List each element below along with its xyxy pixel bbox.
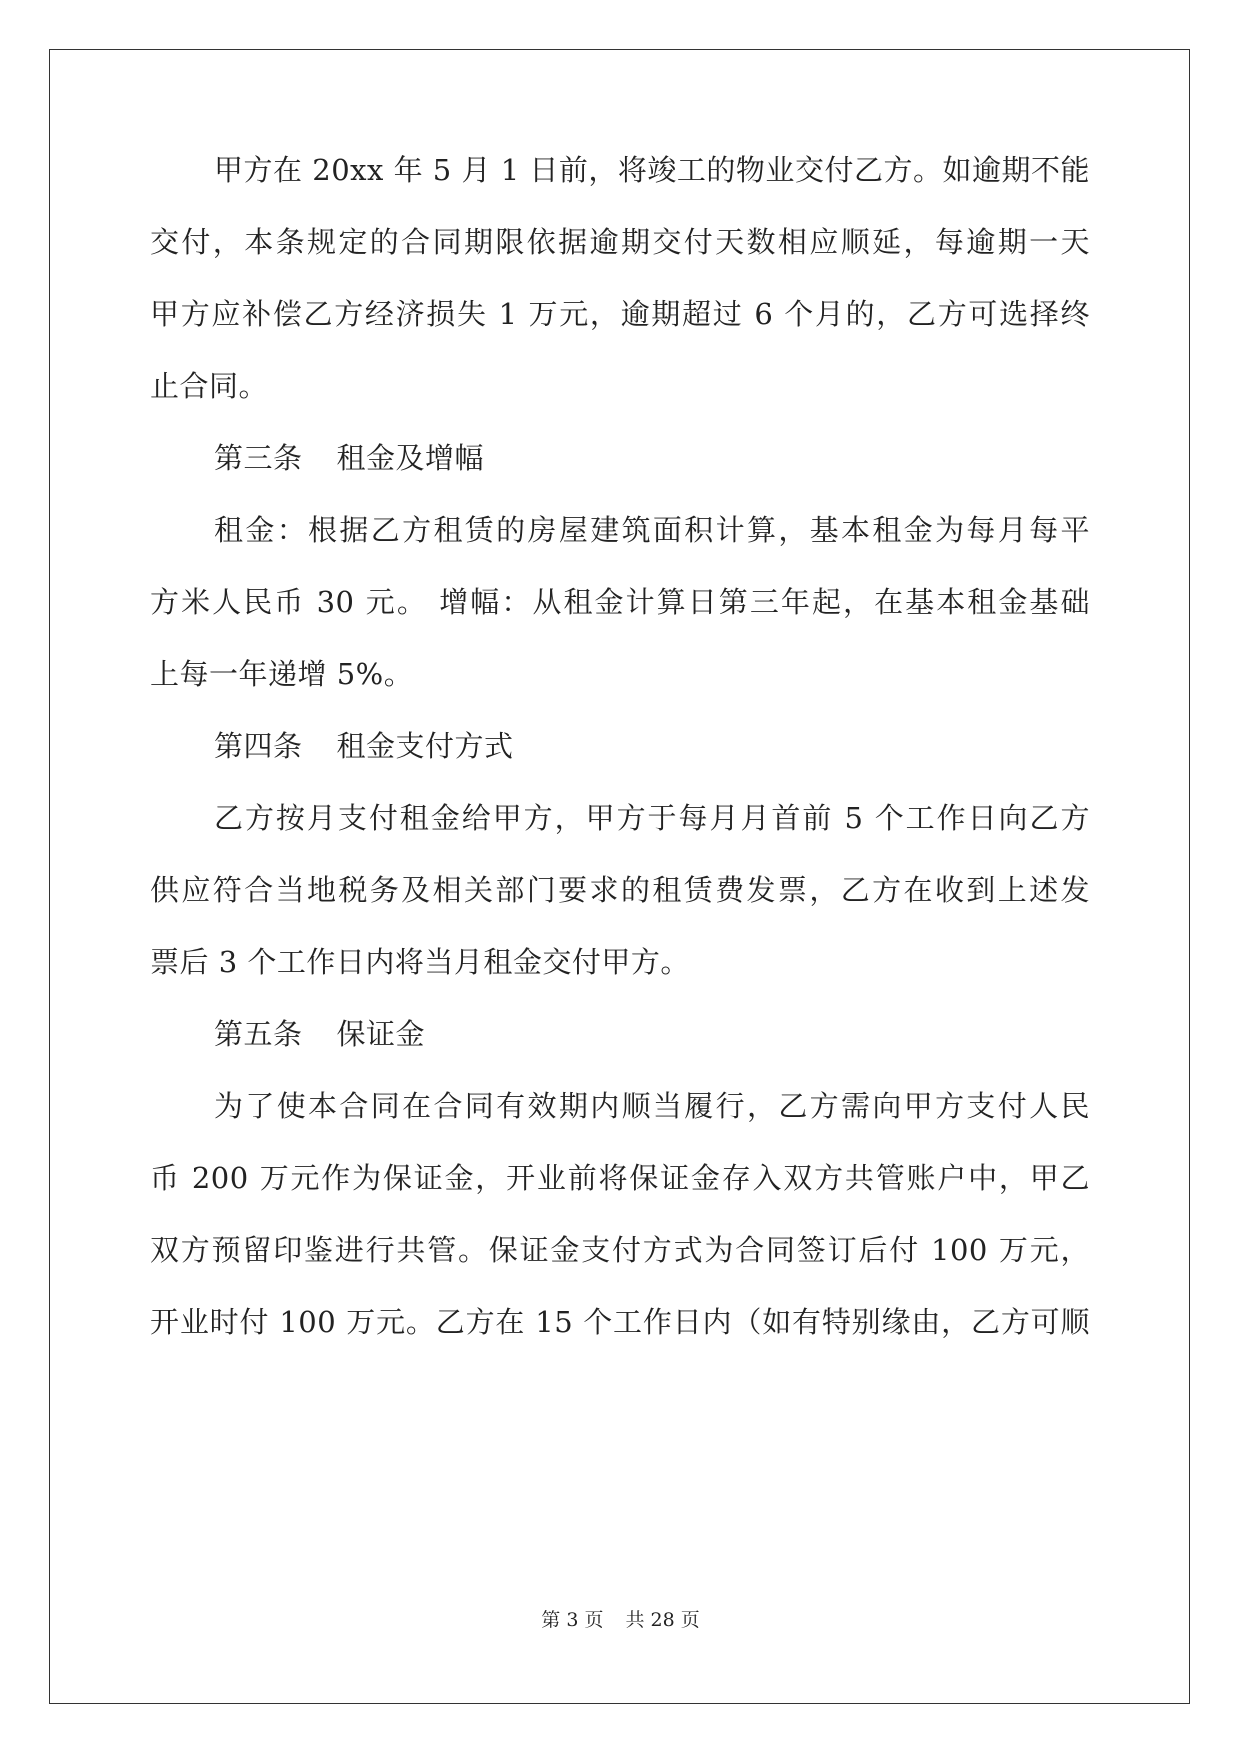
paragraph-line: 币 200 万元作为保证金，开业前将保证金存入双方共管账户中，甲乙 bbox=[150, 1161, 1090, 1195]
section-heading-5 bbox=[214, 1014, 1090, 1054]
section-number: 第四条 bbox=[214, 729, 303, 763]
section-title: 租金及增幅 bbox=[336, 441, 485, 475]
page-footer bbox=[0, 1608, 1241, 1632]
paragraph-line: 乙方按月支付租金给甲方，甲方于每月月首前 5 个工作日向乙方 bbox=[214, 801, 1090, 835]
paragraph-line: 止合同。 bbox=[150, 369, 269, 403]
paragraph-line: 上每一年递增 5%。 bbox=[150, 657, 414, 691]
paragraph-line: 甲方应补偿乙方经济损失 1 万元，逾期超过 6 个月的，乙方可选择终 bbox=[150, 297, 1090, 331]
paragraph-line: 开业时付 100 万元。乙方在 15 个工作日内（如有特别缘由，乙方可顺 bbox=[150, 1305, 1090, 1339]
page-total: 共 28 页 bbox=[625, 1609, 700, 1631]
paragraph-line: 双方预留印鉴进行共管。保证金支付方式为合同签订后付 100 万元， bbox=[150, 1233, 1090, 1267]
paragraph-line: 为了使本合同在合同有效期内顺当履行，乙方需向甲方支付人民 bbox=[214, 1089, 1090, 1123]
page-number: 第 3 页 bbox=[541, 1609, 604, 1631]
paragraph-line: 方米人民币 30 元。 增幅：从租金计算日第三年起，在基本租金基础 bbox=[150, 585, 1090, 619]
section-title: 租金支付方式 bbox=[336, 729, 514, 763]
paragraph-line: 甲方在 20xx 年 5 月 1 日前，将竣工的物业交付乙方。如逾期不能 bbox=[214, 153, 1090, 187]
paragraph-line: 票后 3 个工作日内将当月租金交付甲方。 bbox=[150, 945, 690, 979]
section-title: 保证金 bbox=[336, 1017, 426, 1051]
paragraph-line: 租金：根据乙方租赁的房屋建筑面积计算，基本租金为每月每平 bbox=[214, 513, 1090, 547]
paragraph-line: 供应符合当地税务及相关部门要求的租赁费发票，乙方在收到上述发 bbox=[150, 873, 1090, 907]
section-heading-4 bbox=[214, 726, 1090, 766]
paragraph-line: 交付，本条规定的合同期限依据逾期交付天数相应顺延，每逾期一天 bbox=[150, 225, 1090, 259]
section-number: 第五条 bbox=[214, 1017, 303, 1051]
section-heading-3 bbox=[214, 438, 1090, 478]
section-number: 第三条 bbox=[214, 441, 303, 475]
